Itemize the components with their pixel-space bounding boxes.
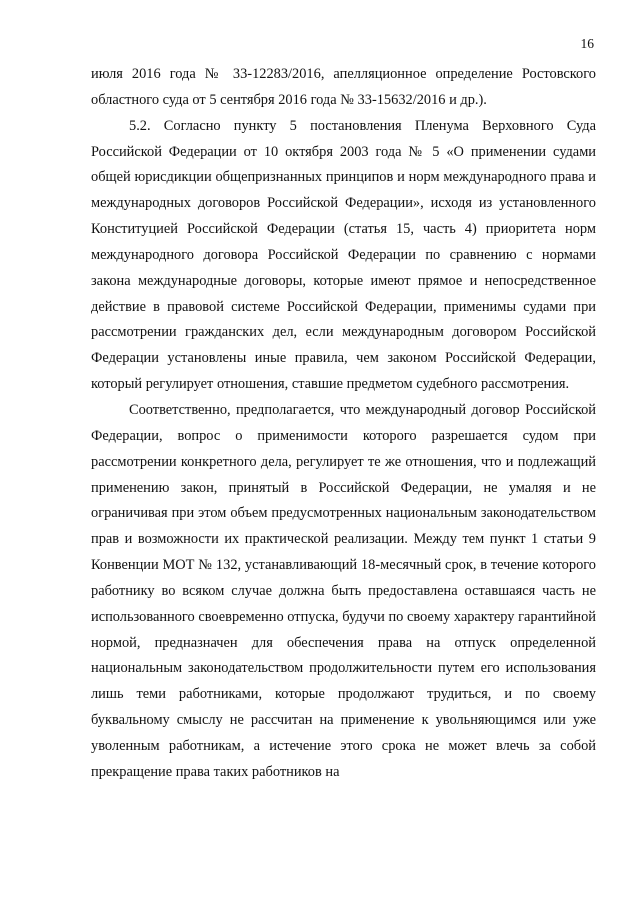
page-number: 16 xyxy=(580,36,594,51)
paragraph-continuation: июля 2016 года № 33-12283/2016, апелляционное определение Ростовского областного суда от 5 сентября 2016 года № 33-15632/2016 и др.). xyxy=(91,66,596,108)
paragraph-5-2: 5.2. Согласно пункту 5 постановления Пленума Верховного Суда Российской Федерации от 10 октября 2003 года № 5 «О применении судами общей юрисдикции общепризнанных принципов и норм международного права и международных договоров Российской Федерации», исходя из установленного Конституцией Российской Федерации (статья 15, часть 4) приоритета норм международного договора Российской Федерации по сравнению с нормами закона международные договоры, которые имеют прямое и непосредственное действие в правовой системе Российской Федерации, применимы судами при рассмотрении гражданских дел, если международным договором Российской Федерации установлены иные правила, чем законом Российской Федерации, который регулирует отношения, ставшие предметом судебного рассмотрения. xyxy=(91,117,596,393)
document-body xyxy=(91,62,596,786)
paragraph-accordingly: Соответственно, предполагается, что международный договор Российской Федерации, вопрос о применимости которого разрешается судом при рассмотрении конкретного дела, регулирует те же отношения, что и подлежащий применению закон, принятый в Российской Федерации, не умаляя и не ограничивая при этом объем предусмотренных национальным законодательством прав и возможности их практической реализации. Между тем пункт 1 статьи 9 Конвенции МОТ № 132, устанавливающий 18-месячный срок, в течение которого работнику во всяком случае должна быть предоставлена оставшаяся часть не использованного своевременно отпуска, будучи по своему характеру гарантийной нормой, предназначен для обеспечения права на отпуск определенной национальным законодательством продолжительности путем его использования лишь теми работниками, которые продолжают трудиться, и по своему буквальному смыслу не рассчитан на применение к увольняющимся или уже уволенным работникам, а истечение этого срока не может влечь за собой прекращение права таких работников на xyxy=(91,401,596,780)
